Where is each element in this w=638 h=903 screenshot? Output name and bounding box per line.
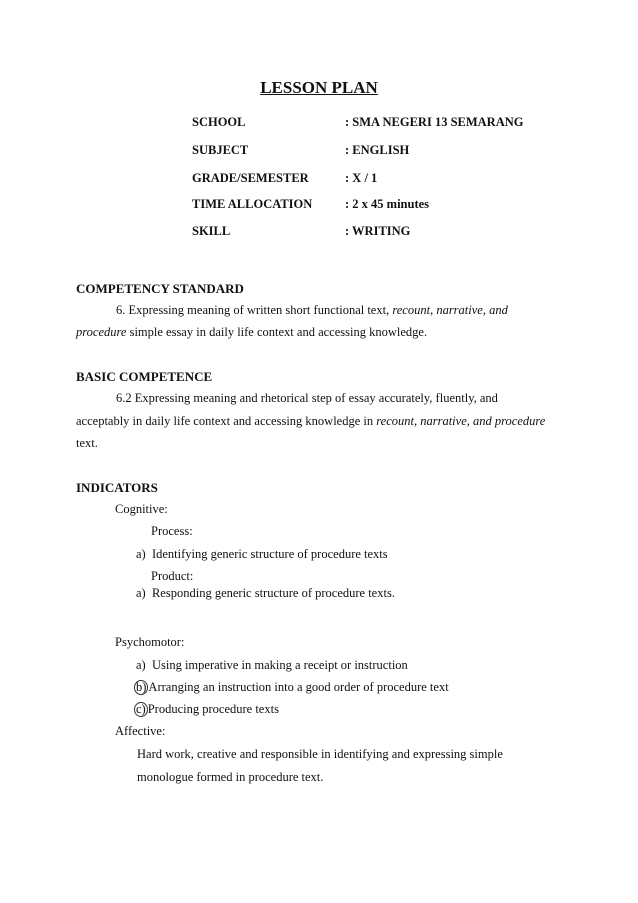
list-marker: a): [136, 658, 146, 672]
info-label: TIME ALLOCATION: [192, 197, 313, 211]
info-value: : 2 x 45 minutes: [345, 197, 430, 211]
info-row-grade: [0, 171, 638, 187]
competency-line-1: [116, 303, 508, 318]
info-label: SKILL: [192, 224, 231, 238]
psychomotor-item-a: [136, 658, 408, 673]
basic-text: acceptably in daily life context and accessing knowledge in: [76, 414, 377, 428]
cognitive-label: Cognitive:: [115, 502, 168, 516]
competency-line-2: [76, 325, 427, 340]
product-label: Product:: [151, 569, 194, 583]
list-item-text: Arranging an instruction into a good order of procedure text: [148, 680, 449, 694]
info-value: : ENGLISH: [345, 143, 410, 157]
affective-line-1: Hard work, creative and responsible in identifying and expressing simple: [137, 747, 503, 761]
info-value: : X / 1: [345, 171, 378, 185]
list-marker: a): [136, 547, 146, 561]
psychomotor-item-b: [134, 680, 449, 695]
list-item-text: Using imperative in making a receipt or instruction: [151, 658, 408, 672]
basic-line-2: [76, 414, 545, 429]
info-row-time: [0, 197, 638, 213]
list-item-text: Identifying generic structure of procedure texts: [151, 547, 388, 561]
info-value: : SMA NEGERI 13 SEMARANG: [345, 115, 524, 129]
circled-list-marker: c): [136, 702, 146, 716]
basic-heading: BASIC COMPETENCE: [76, 369, 213, 384]
product-item: [136, 586, 395, 601]
info-row-subject: [0, 143, 638, 159]
affective-label: Affective:: [115, 724, 166, 738]
info-label: GRADE/SEMESTER: [192, 171, 309, 185]
competency-heading: COMPETENCY STANDARD: [76, 281, 244, 296]
list-marker: a): [136, 586, 146, 600]
competency-text: simple essay in daily life context and accessing knowledge.: [126, 325, 428, 339]
info-row-skill: [0, 224, 638, 240]
info-label: SUBJECT: [192, 143, 249, 157]
basic-line-1: 6.2 Expressing meaning and rhetorical step of essay accurately, fluently, and: [116, 391, 498, 405]
competency-italic: procedure: [76, 325, 127, 339]
psychomotor-label: Psychomotor:: [115, 635, 185, 649]
psychomotor-item-c: [134, 702, 279, 717]
circled-list-marker: b): [136, 680, 147, 694]
document-title: LESSON PLAN: [260, 78, 378, 97]
info-label: SCHOOL: [192, 115, 246, 129]
process-item: [136, 547, 388, 562]
basic-line-3: text.: [76, 436, 98, 450]
affective-line-2: monologue formed in procedure text.: [137, 770, 324, 784]
info-row-school: [0, 115, 638, 131]
list-item-text: Producing procedure texts: [147, 702, 279, 716]
basic-italic: recount, narrative, and procedure: [376, 414, 546, 428]
process-label: Process:: [151, 524, 193, 538]
info-value: : WRITING: [345, 224, 411, 238]
competency-italic: recount, narrative, and: [392, 303, 508, 317]
indicators-heading: INDICATORS: [76, 480, 158, 495]
competency-text: 6. Expressing meaning of written short functional text,: [116, 303, 393, 317]
list-item-text: Responding generic structure of procedure texts.: [151, 586, 395, 600]
